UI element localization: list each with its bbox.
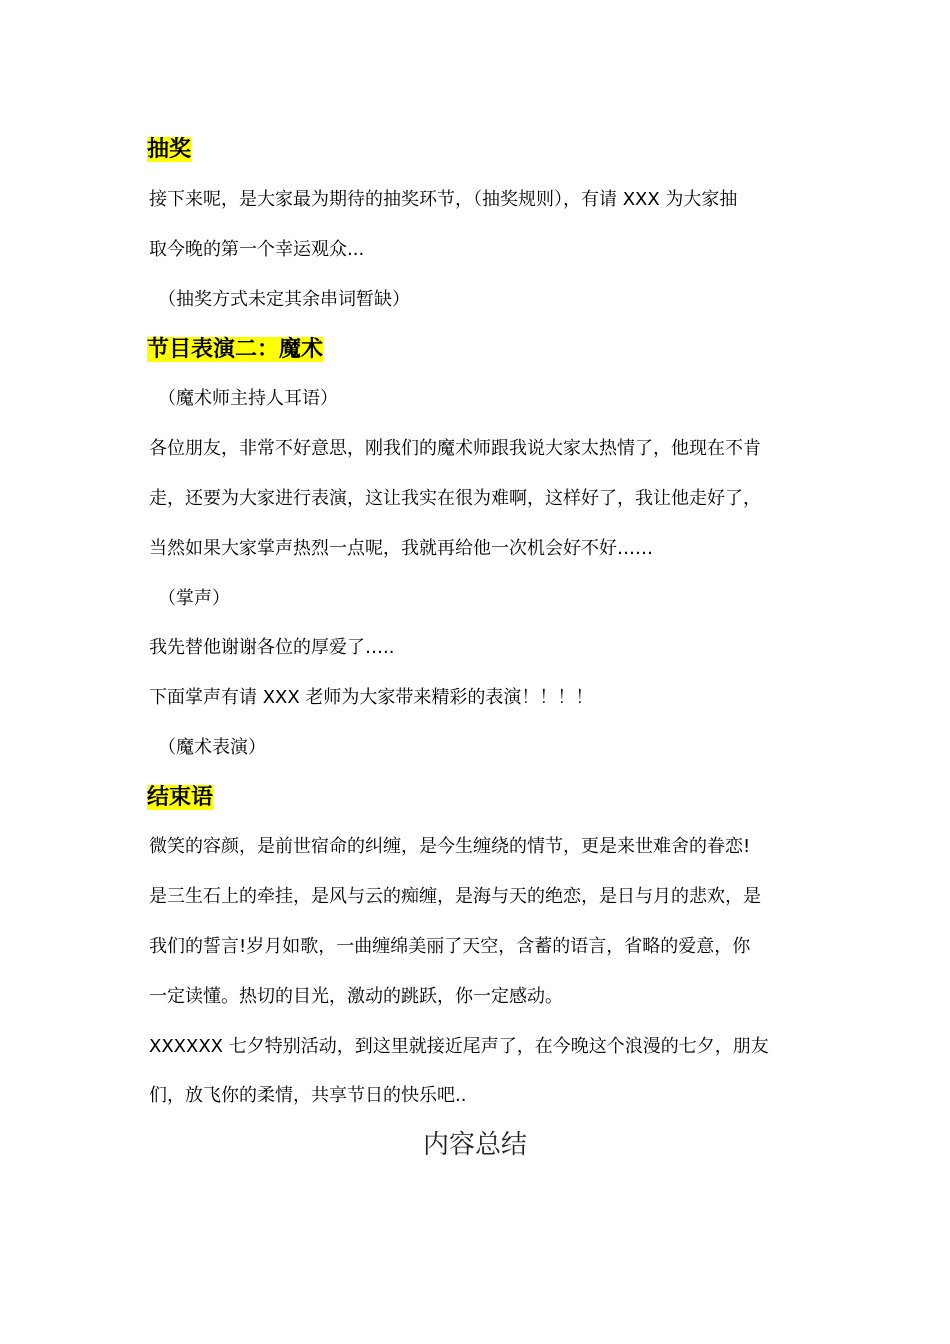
paragraph-line: 接下来呢，是大家最为期待的抽奖环节，（抽奖规则），有请 XXX 为大家抽 xyxy=(149,189,738,210)
section-heading-magic xyxy=(147,335,323,365)
stage-note: （抽奖方式未定其余串词暂缺） xyxy=(158,289,410,310)
stage-note: （魔术师主持人耳语） xyxy=(158,388,338,409)
paragraph-line: 是三生石上的牵挂，是风与云的痴缠，是海与天的绝恋，是日与月的悲欢，是 xyxy=(149,886,761,907)
paragraph-line: 一定读懂。热切的目光，激动的跳跃，你一定感动。 xyxy=(149,986,563,1007)
paragraph-line: 走，还要为大家进行表演，这让我实在很为难啊，这样好了，我让他走好了， xyxy=(149,488,761,509)
paragraph-line: 各位朋友，非常不好意思，刚我们的魔术师跟我说大家太热情了，他现在不肯 xyxy=(149,438,761,459)
paragraph-line: 我们的誓言!岁月如歌，一曲缠绵美丽了天空，含蓄的语言，省略的爱意，你 xyxy=(149,936,751,957)
heading-text: 抽奖 xyxy=(147,137,192,162)
section-heading-lottery xyxy=(147,135,191,165)
paragraph-line: XXXXXX 七夕特别活动，到这里就接近尾声了，在今晚这个浪漫的七夕，朋友 xyxy=(149,1036,769,1057)
heading-text: 结束语 xyxy=(147,785,214,810)
heading-text: 节目表演二：魔术 xyxy=(147,337,324,362)
summary-title: 内容总结 xyxy=(422,1130,527,1160)
paragraph-line: 我先替他谢谢各位的厚爱了….. xyxy=(149,637,395,658)
paragraph-line: 当然如果大家掌声热烈一点呢，我就再给他一次机会好不好…… xyxy=(149,538,653,559)
paragraph-line: 下面掌声有请 XXX 老师为大家带来精彩的表演！！！！ xyxy=(149,687,594,708)
stage-note: （掌声） xyxy=(158,588,230,609)
paragraph-line: 取今晚的第一个幸运观众... xyxy=(149,239,365,260)
stage-note: （魔术表演） xyxy=(158,737,266,758)
paragraph-line: 微笑的容颜，是前世宿命的纠缠，是今生缠绕的情节，更是来世难舍的眷恋! xyxy=(149,836,751,857)
section-heading-closing xyxy=(147,783,213,813)
paragraph-line: 们，放飞你的柔情，共享节日的快乐吧.. xyxy=(149,1085,467,1106)
